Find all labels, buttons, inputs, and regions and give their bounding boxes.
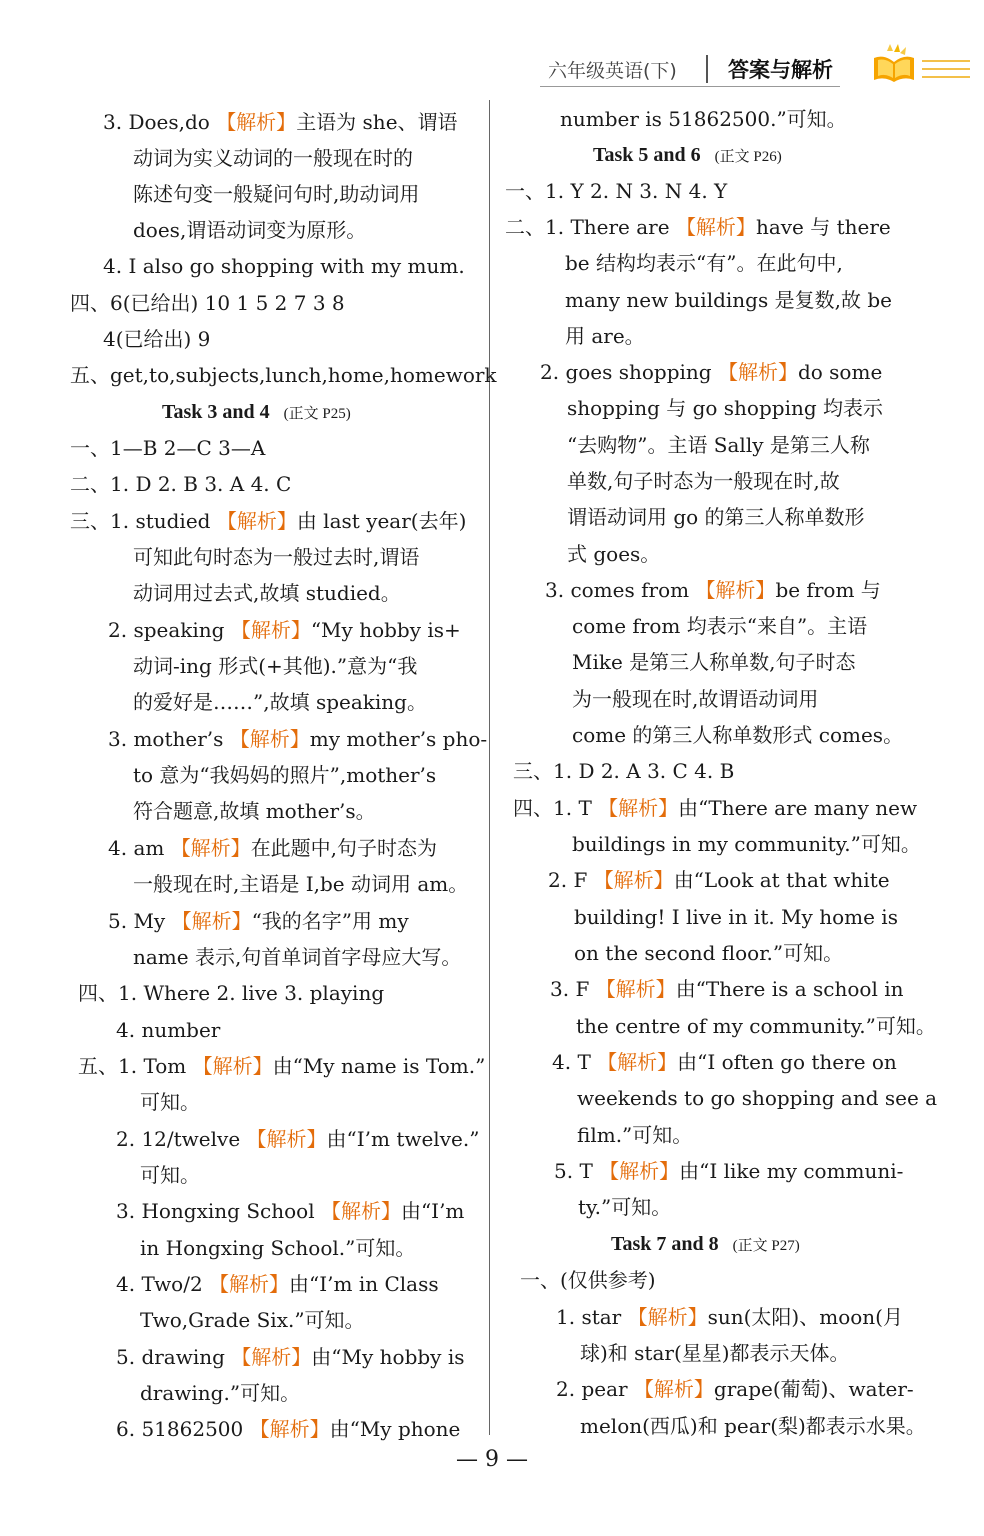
answer-text: 式 goes。 (567, 542, 661, 566)
answer-line (580, 1408, 926, 1444)
answer-line (572, 826, 921, 862)
page-number: — 9 — (456, 1447, 528, 1472)
answer-text: weekends to go shopping and see a (577, 1086, 938, 1110)
answer-line (567, 390, 883, 426)
answer-line (133, 684, 427, 720)
answer-text: 用 are。 (565, 324, 645, 348)
answer-text: 4. number (116, 1018, 221, 1042)
section-heading-text: Task 5 and 6 (593, 144, 701, 166)
answer-line (572, 681, 818, 717)
analysis-text: 由“I like my communi- (679, 1159, 904, 1183)
answer-line (513, 790, 917, 826)
answer-line (133, 539, 419, 575)
answer-line (577, 1117, 692, 1153)
answer-text: 可知。 (140, 1163, 200, 1187)
answer-text: 谓语动词用 go 的第三人称单数形 (567, 505, 865, 529)
answer-text: 二、1. There are (505, 215, 676, 239)
answer-text: 1. star (556, 1305, 628, 1329)
answer-line (567, 536, 660, 572)
analysis-text: “My hobby is+ (310, 618, 461, 642)
answer-line (70, 503, 466, 539)
answer-line (140, 1230, 415, 1266)
answer-text: “去购物”。主语 Sally 是第三人称 (567, 433, 870, 457)
header-underline (540, 86, 840, 87)
answer-line (556, 1299, 903, 1335)
answer-line (552, 1044, 897, 1080)
column-divider (489, 100, 490, 1435)
analysis-tag: 【解析】 (230, 618, 311, 642)
answer-line (133, 793, 376, 829)
answer-line (520, 1262, 656, 1298)
answer-line (572, 608, 867, 644)
header-stripes-decoration (922, 58, 972, 80)
answer-text: on the second floor.”可知。 (574, 941, 844, 965)
answer-text: 为一般现在时,故谓语动词用 (572, 687, 819, 711)
answer-line (567, 499, 865, 535)
section-heading (162, 394, 351, 430)
analysis-text: my mother’s pho- (309, 727, 488, 751)
answer-text: 动词-ing 形式(+其他).”意为“我 (133, 654, 418, 678)
answer-text: the centre of my community.”可知。 (576, 1014, 936, 1038)
answer-line (567, 427, 870, 463)
answer-line (133, 866, 468, 902)
analysis-text: “我的名字”用 my (251, 909, 409, 933)
answer-text: name 表示,句首单词首字母应大写。 (133, 945, 462, 969)
analysis-text: 由“Look at that white (673, 868, 890, 892)
answer-text: 三、1. studied (70, 509, 217, 533)
answer-line (554, 1153, 903, 1189)
answer-line (565, 245, 843, 281)
analysis-tag: 【解析】 (209, 1272, 290, 1296)
answer-text: 5. drawing (116, 1345, 232, 1369)
answer-text: film.”可知。 (577, 1123, 693, 1147)
answer-text: buildings in my community.”可知。 (572, 832, 921, 856)
analysis-text: 由“I’m in Class (289, 1272, 439, 1296)
answer-line (580, 1335, 850, 1371)
answer-text: 5. My (108, 909, 172, 933)
answer-text: 4(已给出) 9 (103, 327, 211, 351)
answer-line (578, 1189, 671, 1225)
answer-line (108, 830, 437, 866)
answer-line (548, 862, 890, 898)
analysis-text: 由 last year(去年) (296, 509, 467, 533)
answer-text: come 的第三人称单数形式 comes。 (572, 723, 904, 747)
answer-text: ty.”可知。 (578, 1195, 672, 1219)
section-heading-text: Task 7 and 8 (611, 1233, 719, 1255)
answer-line (556, 1371, 914, 1407)
answer-text: 3. Hongxing School (116, 1199, 321, 1223)
answer-line (116, 1411, 460, 1447)
analysis-text: 在此题中,句子时态为 (250, 836, 438, 860)
answer-text: 4. T (552, 1050, 598, 1074)
analysis-tag: 【解析】 (231, 1345, 312, 1369)
answer-text: 可知。 (140, 1090, 200, 1114)
analysis-tag: 【解析】 (633, 1377, 714, 1401)
answer-line (140, 1157, 200, 1193)
answer-text: 一、(仅供参考) (520, 1268, 656, 1292)
answer-line (103, 248, 465, 284)
answer-line (140, 1084, 200, 1120)
answer-text: 3. Does,do (103, 110, 217, 134)
answer-text: 2. goes shopping (540, 360, 718, 384)
answer-line (116, 1193, 464, 1229)
answer-line (574, 899, 898, 935)
answer-text: 一、1—B 2—C 3—A (70, 436, 266, 460)
analysis-tag: 【解析】 (595, 977, 676, 1001)
answer-text: to 意为“我妈妈的照片”,mother’s (133, 763, 437, 787)
section-page-ref: (正文 P26) (714, 149, 782, 165)
answer-line (103, 321, 210, 357)
analysis-text: have 与 there (755, 215, 891, 239)
answer-text: 五、1. Tom (78, 1054, 193, 1078)
answer-text: 可知此句时态为一般过去时,谓语 (133, 545, 420, 569)
analysis-text: 由“I often go there on (677, 1050, 897, 1074)
answer-line (70, 285, 345, 321)
book-title: 六年级英语(下) (548, 60, 677, 82)
answer-line (133, 757, 436, 793)
answer-line (78, 975, 384, 1011)
answer-line (550, 971, 903, 1007)
open-book-icon (870, 42, 918, 84)
answer-text: be 结构均表示“有”。在此句中, (565, 251, 843, 275)
answer-text: come from 均表示“来自”。主语 (572, 614, 868, 638)
answer-text: 陈述句变一般疑问句时,助动词用 (133, 182, 420, 206)
answer-line (108, 903, 409, 939)
answer-text: 的爱好是……”,故填 speaking。 (133, 690, 427, 714)
answer-line (140, 1302, 365, 1338)
answer-text: 3. mother’s (108, 727, 230, 751)
answer-line (116, 1266, 439, 1302)
analysis-text: 由“My phone (329, 1417, 461, 1441)
answer-line (574, 935, 843, 971)
answer-text: 四、1. T (513, 796, 599, 820)
answer-line (133, 648, 417, 684)
answer-line (78, 1048, 485, 1084)
answer-line (70, 430, 265, 466)
answer-line (116, 1012, 220, 1048)
analysis-tag: 【解析】 (675, 215, 756, 239)
answer-line (133, 176, 419, 212)
answer-text: 三、1. D 2. A 3. C 4. B (513, 759, 735, 783)
section-heading (611, 1226, 800, 1262)
answer-line (576, 1008, 936, 1044)
answer-text: Mike 是第三人称单数,句子时态 (572, 650, 856, 674)
analysis-text: 由“My name is Tom.” (272, 1054, 486, 1078)
answer-text: 四、1. Where 2. live 3. playing (78, 981, 385, 1005)
analysis-tag: 【解析】 (170, 836, 251, 860)
analysis-tag: 【解析】 (717, 360, 798, 384)
answer-line (565, 318, 645, 354)
analysis-tag: 【解析】 (192, 1054, 273, 1078)
answer-text: 2. speaking (108, 618, 231, 642)
analysis-tag: 【解析】 (599, 1159, 680, 1183)
section-page-ref: (正文 P27) (732, 1238, 800, 1254)
answer-text: 2. 12/twelve (116, 1127, 247, 1151)
answer-text: drawing.”可知。 (140, 1381, 301, 1405)
analysis-text: do some (797, 360, 883, 384)
answer-line (545, 572, 881, 608)
answer-line (567, 463, 840, 499)
analysis-text: be from 与 (775, 578, 881, 602)
answer-line (108, 721, 487, 757)
answer-text: number is 51862500.”可知。 (560, 107, 847, 131)
answer-text: 五、get,to,subjects,lunch,home,homework (70, 363, 497, 387)
answer-line (133, 575, 401, 611)
answer-text: 3. F (550, 977, 596, 1001)
analysis-tag: 【解析】 (593, 868, 674, 892)
answer-text: 4. I also go shopping with my mum. (103, 254, 465, 278)
answer-text: 单数,句子时态为一般现在时,故 (567, 469, 840, 493)
answer-line (116, 1121, 479, 1157)
analysis-text: 由“I’m twelve.” (326, 1127, 480, 1151)
answer-line (70, 357, 497, 393)
analysis-tag: 【解析】 (320, 1199, 401, 1223)
answer-line (513, 753, 734, 789)
answer-text: many new buildings 是复数,故 be (565, 288, 892, 312)
answer-text: Two,Grade Six.”可知。 (140, 1308, 365, 1332)
analysis-text: 由“My hobby is (311, 1345, 465, 1369)
answer-line (577, 1080, 937, 1116)
header-divider (706, 55, 708, 83)
answer-line (565, 282, 892, 318)
answer-line (133, 140, 413, 176)
analysis-text: 由“I’m (400, 1199, 465, 1223)
section-title: 答案与解析 (728, 58, 833, 82)
answer-text: 2. pear (556, 1377, 634, 1401)
answer-line (108, 612, 461, 648)
answer-line (540, 354, 882, 390)
answer-text: melon(西瓜)和 pear(梨)都表示水果。 (580, 1414, 926, 1438)
analysis-text: 由“There is a school in (675, 977, 904, 1001)
answer-text: 动词用过去式,故填 studied。 (133, 581, 401, 605)
analysis-tag: 【解析】 (695, 578, 776, 602)
section-heading (593, 137, 782, 173)
answer-text: 6. 51862500 (116, 1417, 250, 1441)
answer-line (572, 717, 903, 753)
analysis-tag: 【解析】 (598, 796, 679, 820)
analysis-text: 主语为 she、谓语 (296, 110, 458, 134)
analysis-tag: 【解析】 (246, 1127, 327, 1151)
answer-line (140, 1375, 300, 1411)
answer-line (505, 173, 727, 209)
answer-line (133, 939, 461, 975)
analysis-tag: 【解析】 (249, 1417, 330, 1441)
answer-line (505, 209, 891, 245)
answer-line (103, 104, 458, 140)
analysis-tag: 【解析】 (216, 509, 297, 533)
answer-line (560, 101, 847, 137)
answer-line (572, 644, 856, 680)
answer-text: 四、6(已给出) 10 1 5 2 7 3 8 (70, 291, 345, 315)
answer-text: 动词为实义动词的一般现在时的 (133, 146, 413, 170)
analysis-tag: 【解析】 (229, 727, 310, 751)
answer-text: 二、1. D 2. B 3. A 4. C (70, 472, 292, 496)
answer-text: does,谓语动词变为原形。 (133, 218, 367, 242)
analysis-tag: 【解析】 (627, 1305, 708, 1329)
section-heading-text: Task 3 and 4 (162, 401, 270, 423)
answer-line (116, 1339, 465, 1375)
analysis-tag: 【解析】 (597, 1050, 678, 1074)
analysis-text: grape(葡萄)、water- (713, 1377, 914, 1401)
answer-text: shopping 与 go shopping 均表示 (567, 396, 884, 420)
analysis-text: sun(太阳)、moon(月 (707, 1305, 903, 1329)
answer-text: 一、1. Y 2. N 3. N 4. Y (505, 179, 728, 203)
answer-text: 一般现在时,主语是 I,be 动词用 am。 (133, 872, 469, 896)
answer-text: 球)和 star(星星)都表示天体。 (580, 1341, 850, 1365)
analysis-text: 由“There are many new (678, 796, 918, 820)
answer-text: in Hongxing School.”可知。 (140, 1236, 416, 1260)
answer-line (133, 212, 366, 248)
answer-text: 3. comes from (545, 578, 696, 602)
answer-text: 2. F (548, 868, 594, 892)
answer-text: building! I live in it. My home is (574, 905, 898, 929)
answer-text: 5. T (554, 1159, 600, 1183)
analysis-tag: 【解析】 (216, 110, 297, 134)
section-page-ref: (正文 P25) (283, 406, 351, 422)
answer-text: 4. Two/2 (116, 1272, 210, 1296)
answer-text: 4. am (108, 836, 171, 860)
answer-line (70, 466, 291, 502)
analysis-tag: 【解析】 (171, 909, 252, 933)
answer-text: 符合题意,故填 mother’s。 (133, 799, 376, 823)
